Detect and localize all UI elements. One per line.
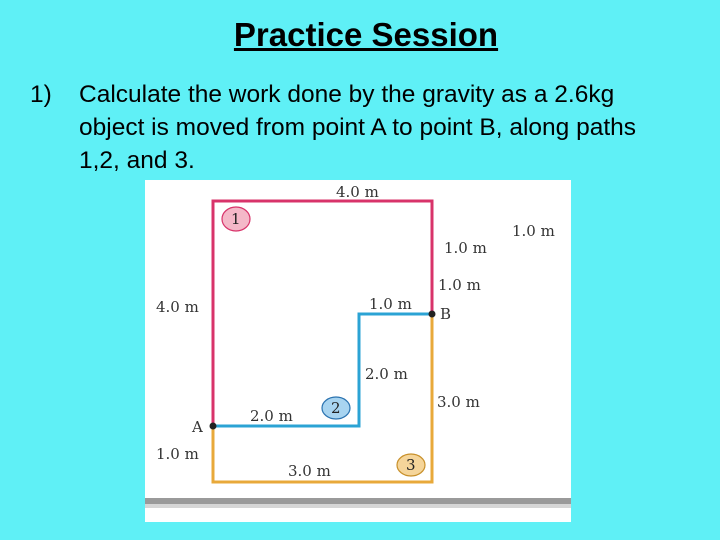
ground-shadow xyxy=(145,504,571,508)
slide-title: Practice Session xyxy=(233,16,499,53)
point-b-label: B xyxy=(440,305,452,323)
problem-text: Calculate the work done by the gravity as a 2.6kg object is moved from point A to point B, along paths 1,2, and 3. xyxy=(79,81,637,174)
point-a-dot xyxy=(210,423,217,430)
label-left-vertical: 4.0 m xyxy=(156,298,199,316)
label-vertical-above-b: 1.0 m xyxy=(438,276,481,294)
path-3-marker-label: 3 xyxy=(406,456,416,474)
path-diagram xyxy=(145,180,571,522)
path-1-marker-label: 1 xyxy=(231,210,241,228)
label-top-horizontal: 4.0 m xyxy=(336,183,379,201)
path-2-marker-label: 2 xyxy=(331,399,341,417)
problem-number: 1) xyxy=(30,81,52,108)
path-3-line xyxy=(213,314,432,482)
label-right-vertical: 3.0 m xyxy=(437,393,480,411)
label-upper-step-horizontal: 1.0 m xyxy=(444,239,487,257)
label-inner-vertical: 2.0 m xyxy=(365,365,408,383)
path-diagram-svg xyxy=(145,180,571,522)
ground-line xyxy=(145,498,571,504)
label-bottom-left-vertical: 1.0 m xyxy=(156,445,199,463)
point-a-label: A xyxy=(192,418,203,436)
label-bottom-horizontal: 3.0 m xyxy=(288,462,331,480)
label-upper-right-vertical: 1.0 m xyxy=(512,222,555,240)
point-b-dot xyxy=(429,311,436,318)
label-lower-horizontal: 2.0 m xyxy=(250,407,293,425)
label-inner-step-horizontal: 1.0 m xyxy=(369,295,412,313)
